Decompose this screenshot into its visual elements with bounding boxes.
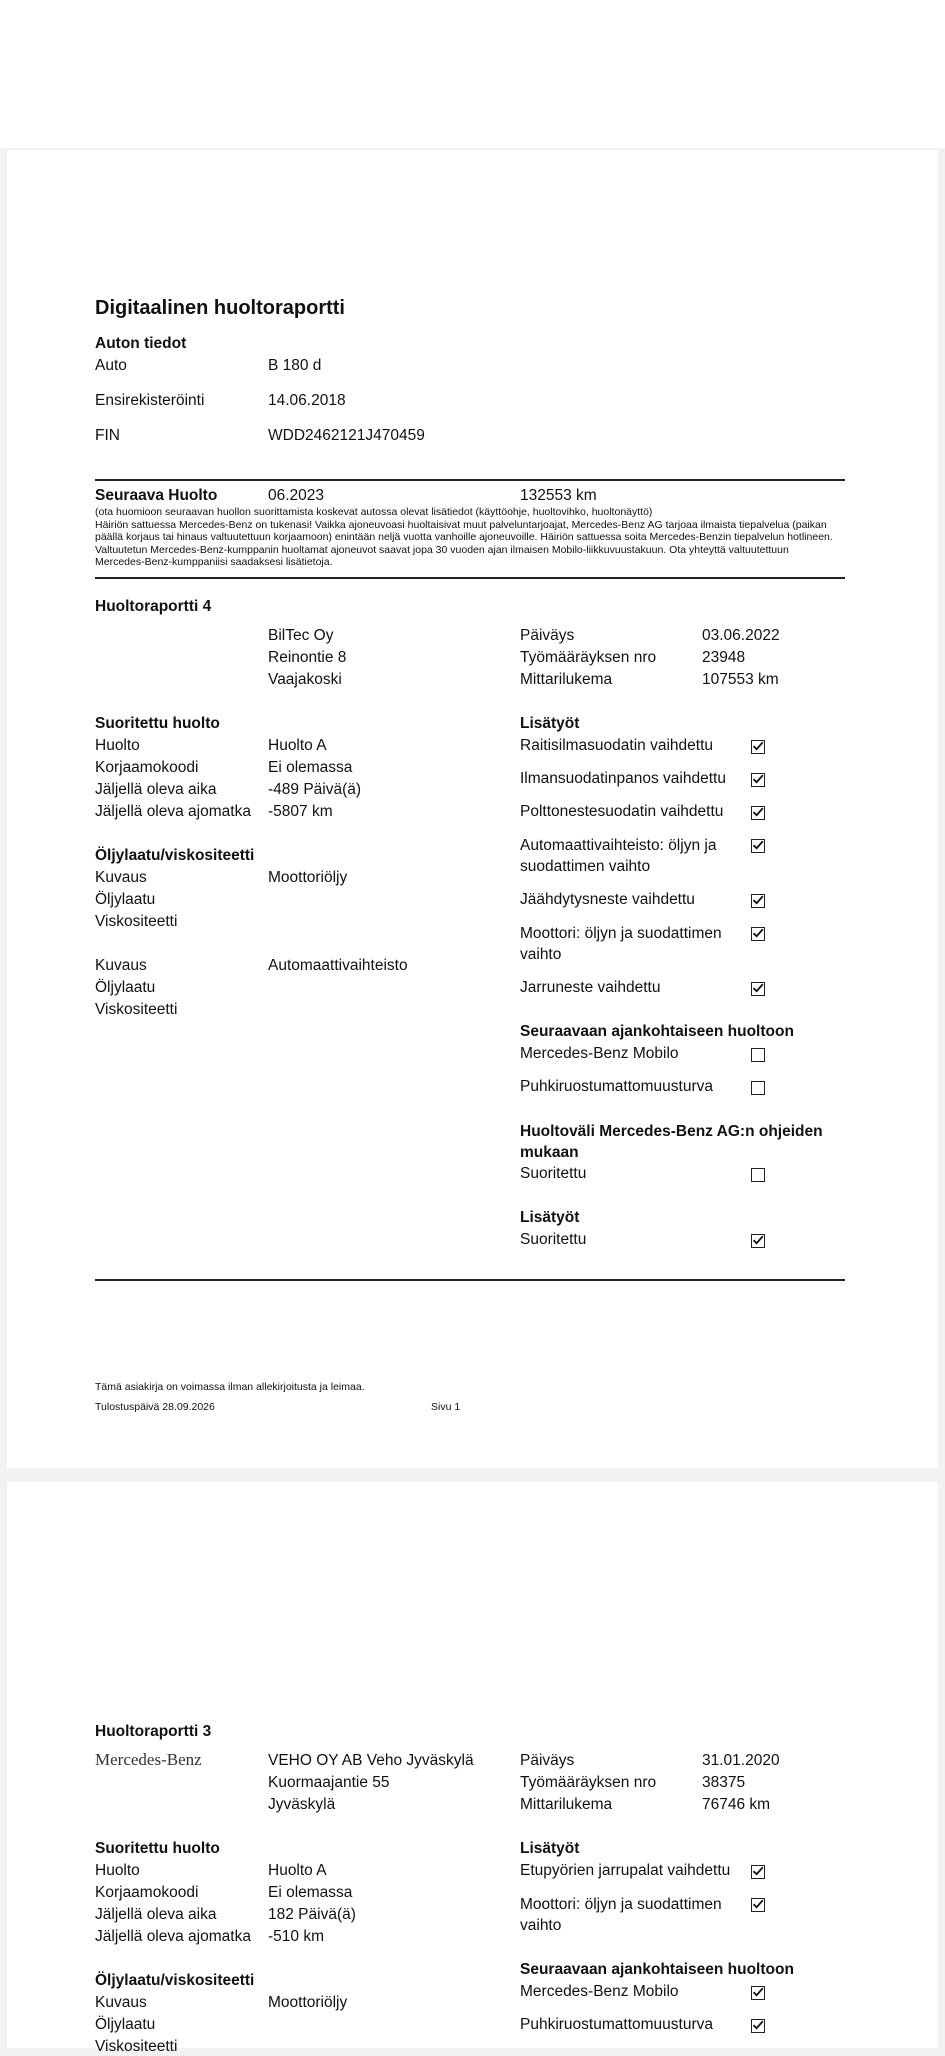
checkmark-icon (752, 1898, 764, 1910)
extra-performed-label: Suoritettu (520, 1231, 587, 1248)
service-interval-heading: Huoltoväli Mercedes-Benz AG:n ohjeiden mukaan (520, 1123, 823, 1161)
checkmark-icon (752, 982, 764, 994)
checkbox-checked[interactable] (751, 927, 765, 941)
checkmark-icon (752, 1234, 764, 1246)
extra-work-heading: Lisätyöt (520, 1209, 580, 1226)
date-value: 03.06.2022 (702, 627, 780, 644)
checkmark-icon (752, 740, 764, 752)
divider (95, 577, 845, 579)
extra-item-label: Etupyörien jarrupalat vaihdettu (520, 1862, 731, 1879)
extra-item-label: Moottori: öljyn ja suodattimen vaihto (520, 1896, 722, 1934)
report-3-heading: Huoltoraportti 3 (95, 1723, 212, 1740)
validity-note: Tämä asiakirja on voimassa ilman allekirjoitusta ja leimaa. (95, 1381, 365, 1393)
remaining-distance-value: -510 km (268, 1928, 324, 1945)
fin-label: FIN (95, 427, 120, 444)
checkbox-checked[interactable] (751, 740, 765, 754)
next-service-note: (ota huomioon seuraavan huollon suorittamista koskevat autossa olevat lisätiedot (käyttöohje, huoltovihko, huoltonäyttö) (95, 506, 653, 518)
dealer-street: Kuormaajantie 55 (268, 1774, 390, 1791)
divider (95, 1279, 845, 1281)
order-number-label: Työmääräyksen nro (520, 649, 657, 666)
remaining-distance-label: Jäljellä oleva ajomatka (95, 803, 251, 820)
car-model-value: B 180 d (268, 357, 322, 374)
service-label: Huolto (95, 1862, 140, 1879)
next-service-date: 06.2023 (268, 487, 325, 504)
mileage-value: 76746 km (702, 1796, 771, 1813)
dealer-city: Jyväskylä (268, 1796, 336, 1813)
checkbox-checked[interactable] (751, 806, 765, 820)
checkbox-checked[interactable] (751, 2019, 765, 2033)
extra-item-label: Jarruneste vaihdettu (520, 979, 661, 996)
checkbox-unchecked[interactable] (751, 1081, 765, 1095)
extra-item-label: Jäähdytysneste vaihdettu (520, 891, 695, 908)
first-registration-label: Ensirekisteröinti (95, 392, 205, 409)
mobilo-label: Mercedes-Benz Mobilo (520, 1045, 679, 1062)
extra-item-label: Moottori: öljyn ja suodattimen vaihto (520, 925, 722, 963)
extra-item-label: Automaattivaihteisto: öljyn ja suodattimen vaihto (520, 837, 717, 875)
extra-work-heading: Lisätyöt (520, 715, 580, 732)
remaining-distance-label: Jäljellä oleva ajomatka (95, 1928, 251, 1945)
oil-heading: Öljylaatu/viskositeetti (95, 1972, 255, 1989)
remaining-time-value: -489 Päivä(ä) (268, 781, 362, 798)
workshop-code-value: Ei olemassa (268, 759, 353, 776)
workshop-code-value: Ei olemassa (268, 1884, 353, 1901)
mercedes-benz-logo: Mercedes-Benz (95, 1750, 202, 1769)
checkmark-icon (752, 1986, 764, 1998)
service-value: Huolto A (268, 737, 327, 754)
first-registration-value: 14.06.2018 (268, 392, 346, 409)
roadside-assistance-info: Häiriön sattuessa Mercedes-Benz on tukenasi! Vaikka ajoneuvoasi huoltaisivat muut palveluntarjoajat, Mercedes-Benz AG tarjoaa ilmaista tiepalvelua (paikan päällä korjaus tai hinaus valtuutettuun korjaamoon) enintään neljä vuotta vanhoille ajoneuvoille. Häiriön sattuessa soita Mercedes-Benzin tiepalvelun hotlineen. Valtuutetun Mercedes-Benz-kumppanin huoltamat ajoneuvot saavat jopa 30 vuoden ajan ilmaisen Mobilo-liikkuvuustakuun. Ota yhteyttä valtuutettuun Mercedes-Benz-kumppaniisi saadaksesi lisätietoja. (95, 519, 833, 569)
viscosity-label: Viskositeetti (95, 2038, 178, 2055)
checkmark-icon (752, 927, 764, 939)
car-model-label: Auto (95, 357, 127, 374)
remaining-time-label: Jäljellä oleva aika (95, 1906, 217, 1923)
checkmark-icon (752, 1865, 764, 1877)
oil-quality-label: Öljylaatu (95, 2016, 156, 2033)
performed-service-heading: Suoritettu huolto (95, 715, 220, 732)
checkbox-checked[interactable] (751, 1986, 765, 2000)
checkmark-icon (752, 839, 764, 851)
next-service-km: 132553 km (520, 487, 597, 504)
oil-description-label: Kuvaus (95, 957, 147, 974)
checkbox-checked[interactable] (751, 773, 765, 787)
dealer-street: Reinontie 8 (268, 649, 347, 666)
checkmark-icon (752, 773, 764, 785)
checkbox-checked[interactable] (751, 839, 765, 853)
car-info-heading: Auton tiedot (95, 335, 187, 352)
mobilo-label: Mercedes-Benz Mobilo (520, 1983, 679, 2000)
service-label: Huolto (95, 737, 140, 754)
workshop-code-label: Korjaamokoodi (95, 1884, 199, 1901)
checkbox-checked[interactable] (751, 1898, 765, 1912)
oil-description-label: Kuvaus (95, 1994, 147, 2011)
mileage-label: Mittarilukema (520, 1796, 613, 1813)
remaining-time-label: Jäljellä oleva aika (95, 781, 217, 798)
oil-quality-label: Öljylaatu (95, 891, 156, 908)
checkmark-icon (752, 806, 764, 818)
checkbox-checked[interactable] (751, 894, 765, 908)
top-margin (0, 0, 945, 148)
checkbox-unchecked[interactable] (751, 1168, 765, 1182)
oil-description-value: Automaattivaihteisto (268, 957, 408, 974)
divider (95, 479, 845, 481)
page-number: Sivu 1 (431, 1401, 461, 1413)
extra-work-heading: Lisätyöt (520, 1840, 580, 1857)
mileage-label: Mittarilukema (520, 671, 613, 688)
order-number-value: 23948 (702, 649, 746, 666)
oil-description-value: Moottoriöljy (268, 1994, 348, 2011)
order-number-label: Työmääräyksen nro (520, 1774, 657, 1791)
report-page-2 (7, 1482, 938, 2055)
performed-service-heading: Suoritettu huolto (95, 1840, 220, 1857)
extra-item-label: Polttonestesuodatin vaihdettu (520, 803, 724, 820)
next-current-service-heading: Seuraavaan ajankohtaiseen huoltoon (520, 1023, 794, 1040)
remaining-time-value: 182 Päivä(ä) (268, 1906, 356, 1923)
workshop-code-label: Korjaamokoodi (95, 759, 199, 776)
checkbox-unchecked[interactable] (751, 1048, 765, 1062)
oil-quality-label: Öljylaatu (95, 979, 156, 996)
order-number-value: 38375 (702, 1774, 746, 1791)
extra-item-label: Raitisilmasuodatin vaihdettu (520, 737, 713, 754)
date-label: Päiväys (520, 627, 575, 644)
checkbox-checked[interactable] (751, 982, 765, 996)
report-4-heading: Huoltoraportti 4 (95, 598, 212, 615)
checkmark-icon (752, 894, 764, 906)
dealer-city: Vaajakoski (268, 671, 342, 688)
dealer-name: VEHO OY AB Veho Jyväskylä (268, 1752, 474, 1769)
rustproof-label: Puhkiruostumattomuusturva (520, 2016, 713, 2033)
oil-description-value: Moottoriöljy (268, 869, 348, 886)
extra-item-label: Ilmansuodatinpanos vaihdettu (520, 770, 726, 787)
rustproof-label: Puhkiruostumattomuusturva (520, 1078, 713, 1095)
checkmark-icon (752, 2019, 764, 2031)
print-date: Tulostuspäivä 28.09.2026 (95, 1401, 215, 1413)
mileage-value: 107553 km (702, 671, 779, 688)
service-value: Huolto A (268, 1862, 327, 1879)
checkbox-checked[interactable] (751, 1234, 765, 1248)
date-label: Päiväys (520, 1752, 575, 1769)
date-value: 31.01.2020 (702, 1752, 780, 1769)
next-current-service-heading: Seuraavaan ajankohtaiseen huoltoon (520, 1961, 794, 1978)
document-title: Digitaalinen huoltoraportti (95, 297, 345, 319)
dealer-name: BilTec Oy (268, 627, 334, 644)
report-page-1 (7, 150, 938, 1468)
remaining-distance-value: -5807 km (268, 803, 333, 820)
next-service-label: Seuraava Huolto (95, 487, 218, 504)
viscosity-label: Viskositeetti (95, 913, 178, 930)
oil-heading: Öljylaatu/viskositeetti (95, 847, 255, 864)
checkbox-checked[interactable] (751, 1865, 765, 1879)
interval-performed-label: Suoritettu (520, 1165, 587, 1182)
oil-description-label: Kuvaus (95, 869, 147, 886)
fin-value: WDD2462121J470459 (268, 427, 425, 444)
viscosity-label: Viskositeetti (95, 1001, 178, 1018)
